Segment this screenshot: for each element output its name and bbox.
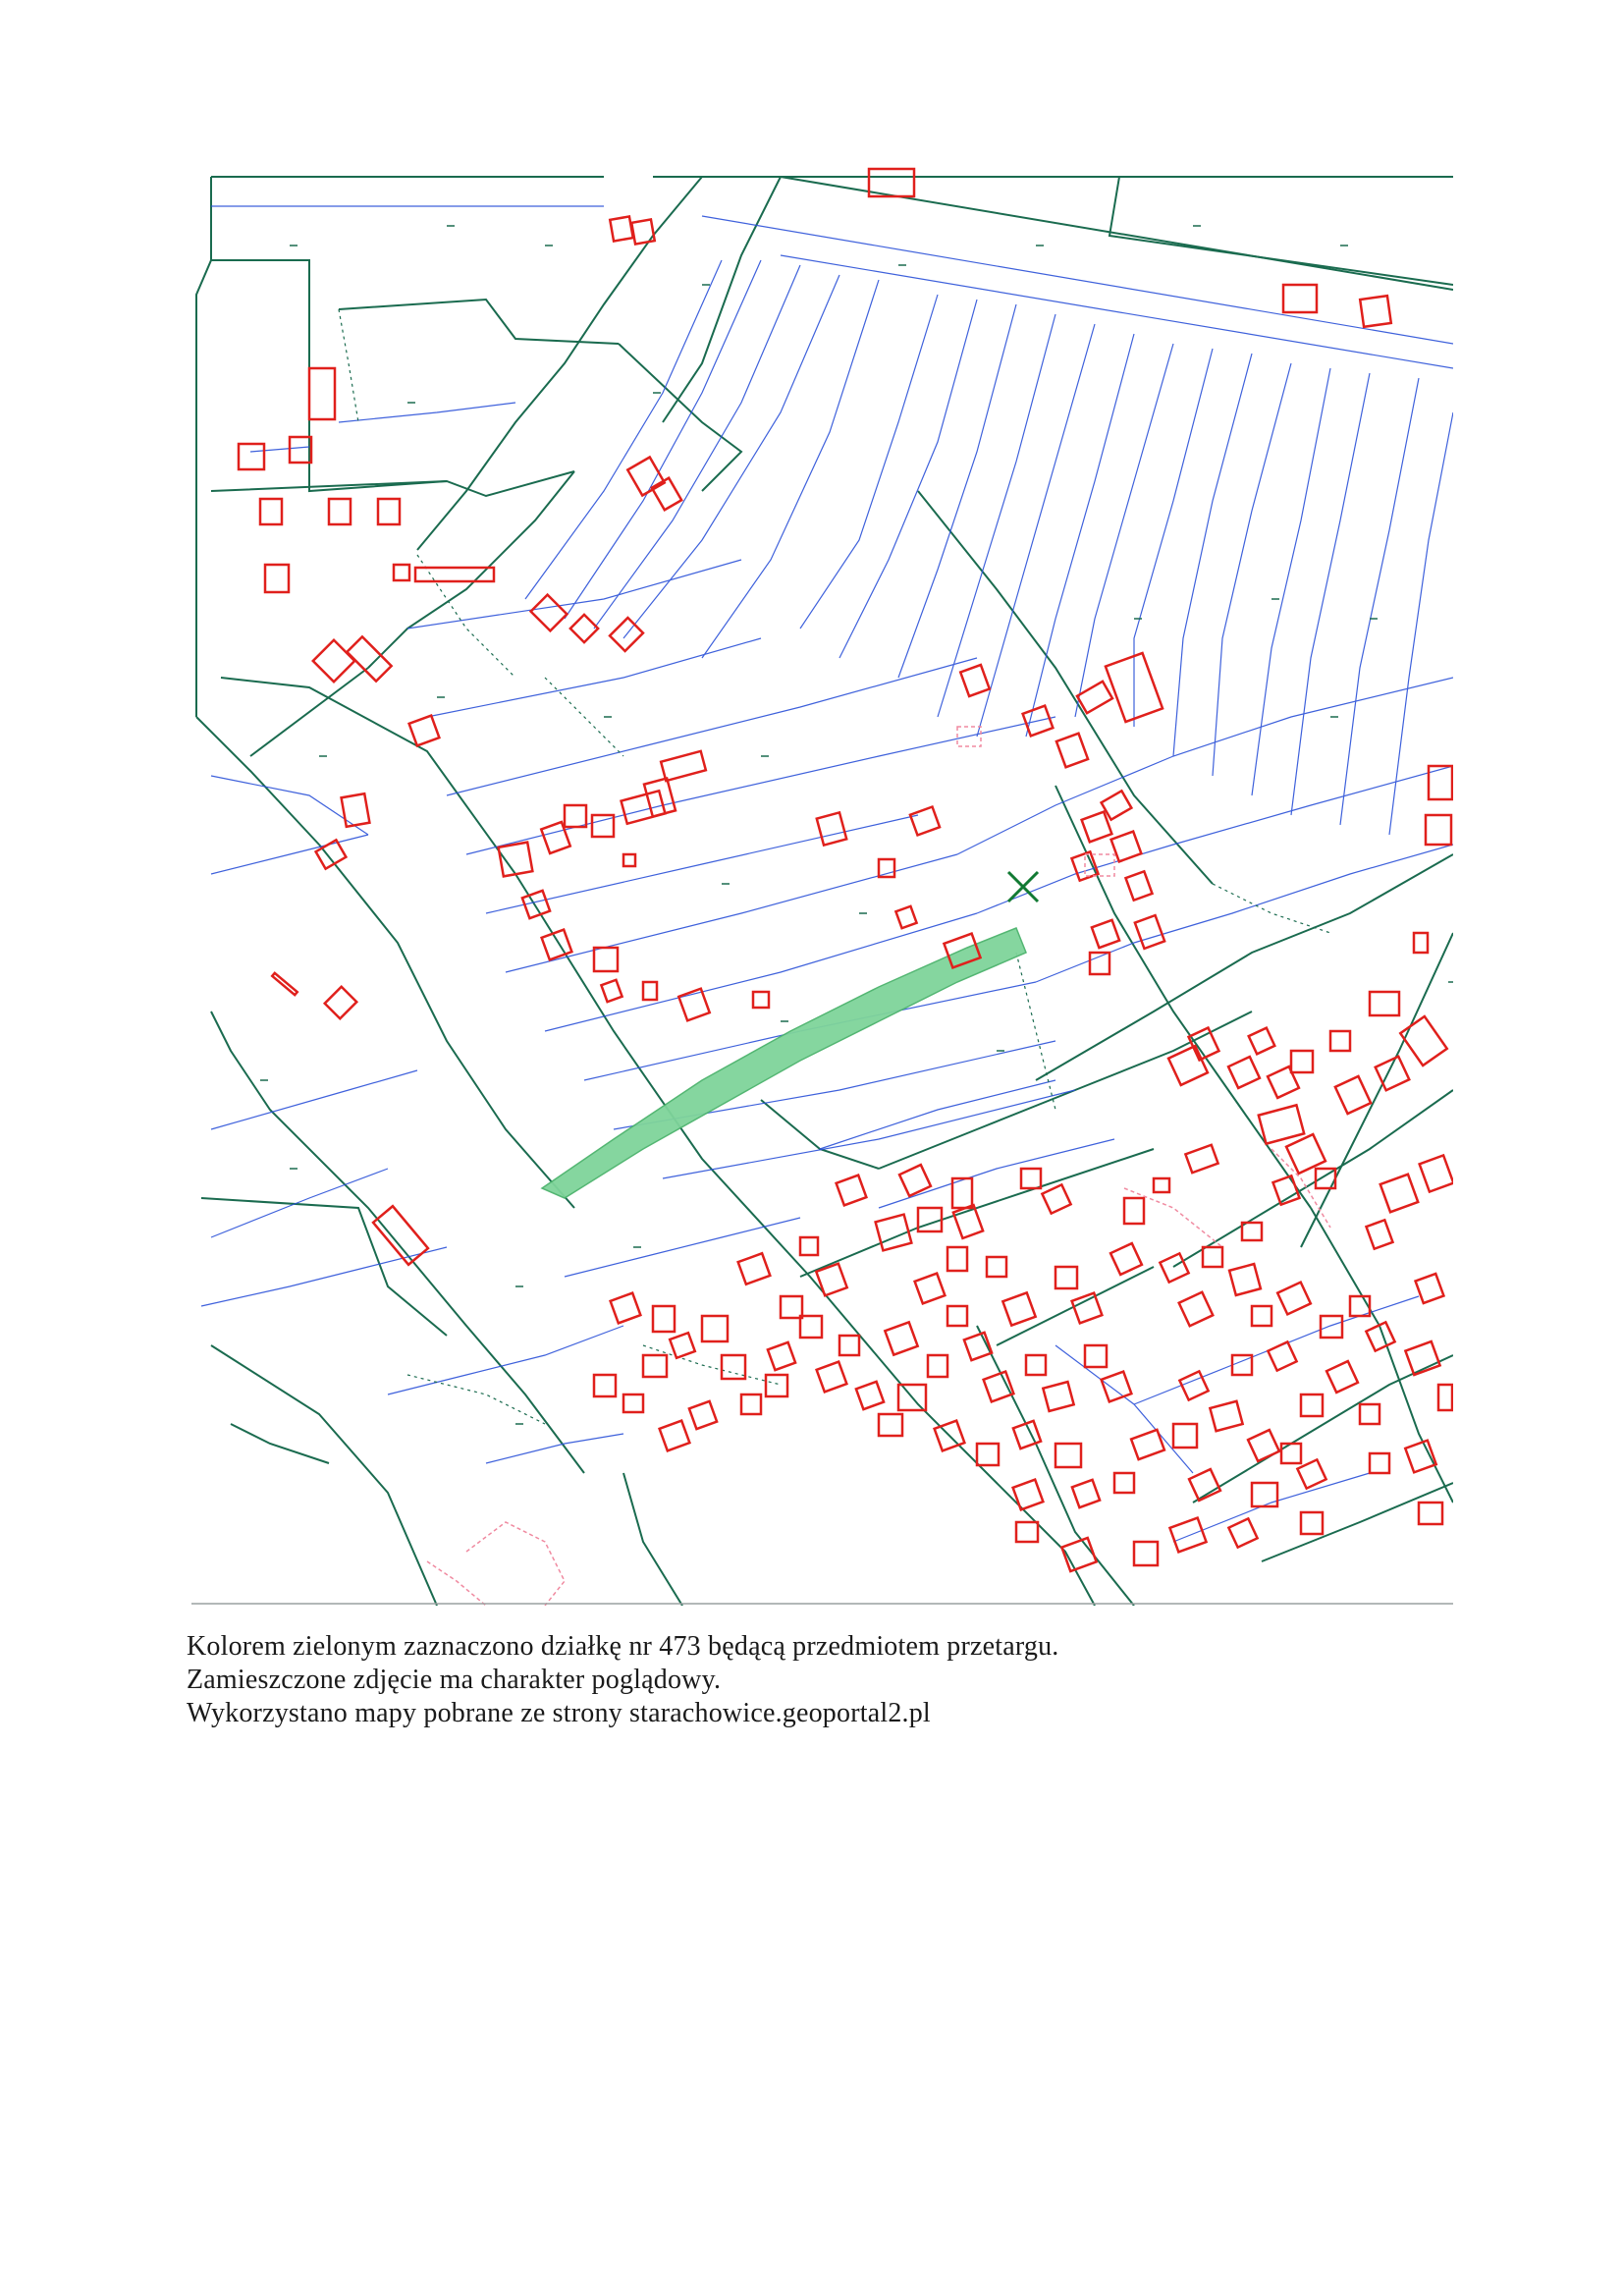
subdivision-lines xyxy=(201,206,1453,1542)
location-marker-icon xyxy=(1008,872,1038,902)
caption-line-2: Zamieszczone zdjęcie ma charakter poglądowy. xyxy=(187,1665,722,1695)
parcel-ticks xyxy=(260,226,1453,1424)
buildings xyxy=(239,169,1453,1571)
caption-line-3: Wykorzystano mapy pobrane ze strony starachowice.geoportal2.pl xyxy=(187,1698,931,1728)
map-canvas xyxy=(191,167,1453,1606)
caption-line-1: Kolorem zielonym zaznaczono działkę nr 473 będącą przedmiotem przetargu. xyxy=(187,1631,1059,1662)
map-caption xyxy=(187,1630,1463,1730)
cadastral-map xyxy=(191,167,1453,1606)
